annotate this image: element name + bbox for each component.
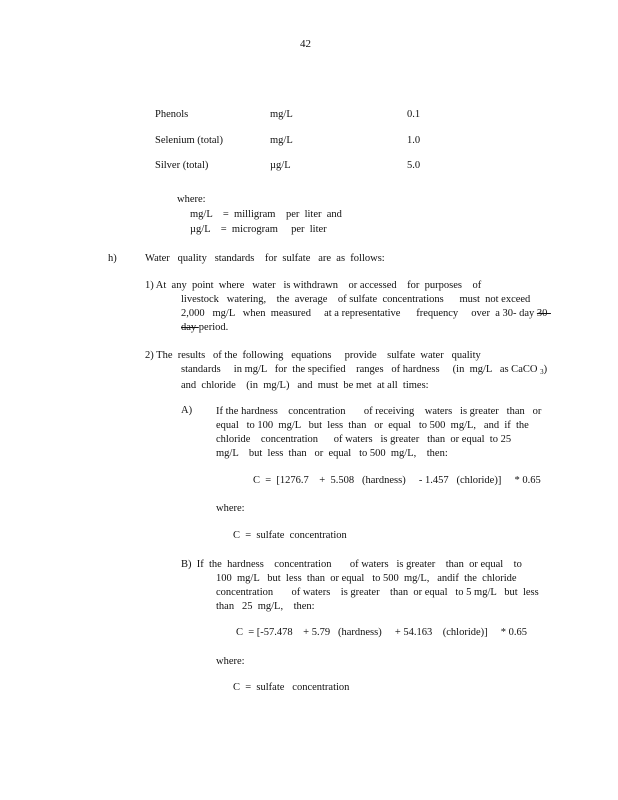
parameter-name: Phenols bbox=[155, 109, 189, 120]
parameter-unit: mg/L bbox=[270, 135, 293, 146]
subsection-line: equal to 100 mg/L but less than or equal to 500 mg/L, and if the bbox=[216, 420, 529, 431]
item-1-paragraph bbox=[145, 279, 565, 335]
subsection-line: chloride concentration of waters is greater than or equal to 25 bbox=[216, 434, 512, 445]
parameter-value: 1.0 bbox=[407, 135, 421, 146]
subsection-line: B) If the hardness concentration of waters is greater than or equal to bbox=[181, 559, 522, 570]
struck-text: day bbox=[181, 322, 199, 333]
section-marker: h) bbox=[108, 253, 117, 264]
parameter-name: Selenium (total) bbox=[155, 135, 223, 146]
parameter-name: Silver (total) bbox=[155, 160, 209, 171]
definition-mg-per-liter: mg/L = milligram per liter and bbox=[190, 209, 342, 220]
item-1-line bbox=[145, 307, 565, 321]
section-heading: Water quality standards for sulfate are as follows: bbox=[145, 253, 385, 264]
where-label: where: bbox=[177, 194, 206, 205]
variable-definition: C = sulfate concentration bbox=[233, 530, 347, 541]
where-label: where: bbox=[216, 656, 245, 667]
item-2-line: and chloride (in mg/L) and must be met at all times: bbox=[181, 380, 429, 391]
subsection-line: If the hardness concentration of receiving waters is greater than or bbox=[216, 406, 542, 417]
sulfate-equation-b: C = [-57.478 + 5.79 (hardness) + 54.163 (chloride)] * 0.65 bbox=[236, 627, 528, 638]
struck-text: 30- bbox=[536, 308, 551, 319]
subsection-b-paragraph bbox=[181, 558, 561, 614]
item-2-line bbox=[145, 363, 585, 379]
item-1-line: 1) At any point where water is withdrawn or accessed for purposes of bbox=[145, 280, 482, 291]
item-2-text: standards in mg/L for the specified ranges of hardness (in mg/L as CaCO bbox=[181, 364, 538, 375]
subsection-line: concentration of waters is greater than or equal to 5 mg/L but less bbox=[216, 587, 539, 598]
parameter-value: 5.0 bbox=[407, 160, 421, 171]
item-1-line bbox=[145, 321, 565, 335]
variable-definition: C = sulfate concentration bbox=[233, 682, 350, 693]
item-2-paragraph bbox=[145, 349, 585, 393]
subsection-line: than 25 mg/L, then: bbox=[216, 601, 315, 612]
item-2-text: ) bbox=[543, 364, 548, 375]
where-label: where: bbox=[216, 503, 245, 514]
parameter-unit: mg/L bbox=[270, 109, 293, 120]
item-2-line: 2) The results of the following equations provide sulfate water quality bbox=[145, 350, 481, 361]
page-number: 42 bbox=[300, 38, 311, 50]
item-1-text: period. bbox=[198, 322, 229, 333]
subsection-line: 100 mg/L but less than or equal to 500 mg/L, andif the chloride bbox=[216, 573, 517, 584]
parameter-value: 0.1 bbox=[407, 109, 421, 120]
subsection-marker: A) bbox=[181, 405, 193, 416]
item-1-text: 2,000 mg/L when measured at a representative frequency over a 30- day bbox=[181, 308, 535, 319]
parameter-unit: µg/L bbox=[270, 160, 291, 171]
sulfate-equation-a: C = [1276.7 + 5.508 (hardness) - 1.457 (chloride)] * 0.65 bbox=[253, 475, 541, 486]
subsection-line: mg/L but less than or equal to 500 mg/L, then: bbox=[216, 448, 448, 459]
subsection-a-paragraph bbox=[216, 405, 556, 461]
definition-ug-per-liter: µg/L = microgram per liter bbox=[190, 224, 327, 235]
item-1-line: livestock watering, the average of sulfate concentrations must not exceed bbox=[181, 294, 531, 305]
subscript: 3 bbox=[540, 368, 544, 376]
